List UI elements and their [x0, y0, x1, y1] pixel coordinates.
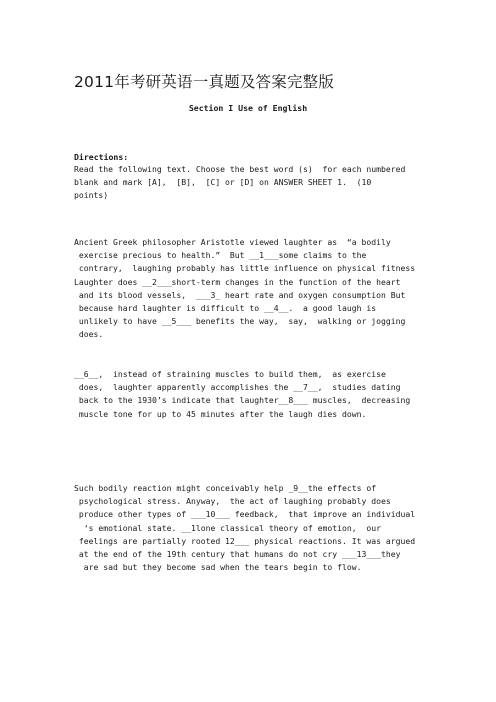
section-heading: Section I Use of English: [188, 103, 308, 113]
text-line: and its blood vessels, ___3_ heart rate and oxygen consumption But: [74, 289, 406, 300]
text-line: does.: [74, 329, 104, 340]
directions-paragraph: [74, 163, 434, 203]
text-line: back to the 1930’s indicate that laughter__8___ muscles, decreasing: [74, 395, 411, 406]
text-line: __6__, instead of straining muscles to build them, as exercise: [74, 369, 386, 379]
text-line: exercise precious to health.” But __1___some claims to the: [74, 250, 367, 261]
text-line: Such bodily reaction might conceivably help _9__the effects of: [74, 483, 377, 493]
text-line: points): [74, 190, 109, 201]
passage-paragraph-2: [74, 368, 434, 421]
text-line: blank and mark [A], [B], [C] or [D] on ANSWER SHEET 1. (10: [74, 177, 372, 188]
directions-heading: Directions:: [74, 152, 129, 162]
text-line: ‘s emotional state. __1lone classical theory of emotion, our: [74, 522, 381, 533]
text-line: psychological stress. Anyway, the act of laughing probably does: [74, 496, 391, 507]
text-line: Ancient Greek philosopher Aristotle viewed laughter as “a bodily: [74, 237, 391, 247]
text-line: produce other types of ___10___ feedback, that improve an individual: [74, 509, 416, 520]
passage-paragraph-1: [74, 236, 434, 342]
text-line: are sad but they become sad when the tears begin to flow.: [74, 562, 362, 573]
text-line: unlikely to have __5___ benefits the way, say, walking or jogging: [74, 316, 406, 327]
text-line: contrary, laughing probably has little influence on physical fitness: [74, 263, 416, 274]
text-line: muscle tone for up to 45 minutes after the laugh dies down.: [74, 408, 367, 419]
text-line: Read the following text. Choose the best word (s) for each numbered: [74, 164, 406, 174]
text-line: does, laughter apparently accomplishes the __7__, studies dating: [74, 382, 401, 393]
page-title: 2011年考研英语一真题及答案完整版: [74, 73, 335, 91]
text-line: Laughter does __2___short-term changes in the function of the heart: [74, 276, 401, 287]
text-line: at the end of the 19th century that humans do not cry ___13___they: [74, 548, 401, 559]
passage-paragraph-3: [74, 482, 434, 574]
text-line: because hard laughter is difficult to __4__. a good laugh is: [74, 302, 377, 313]
text-line: feelings are partially rooted 12___ physical reactions. It was argued: [74, 535, 416, 546]
